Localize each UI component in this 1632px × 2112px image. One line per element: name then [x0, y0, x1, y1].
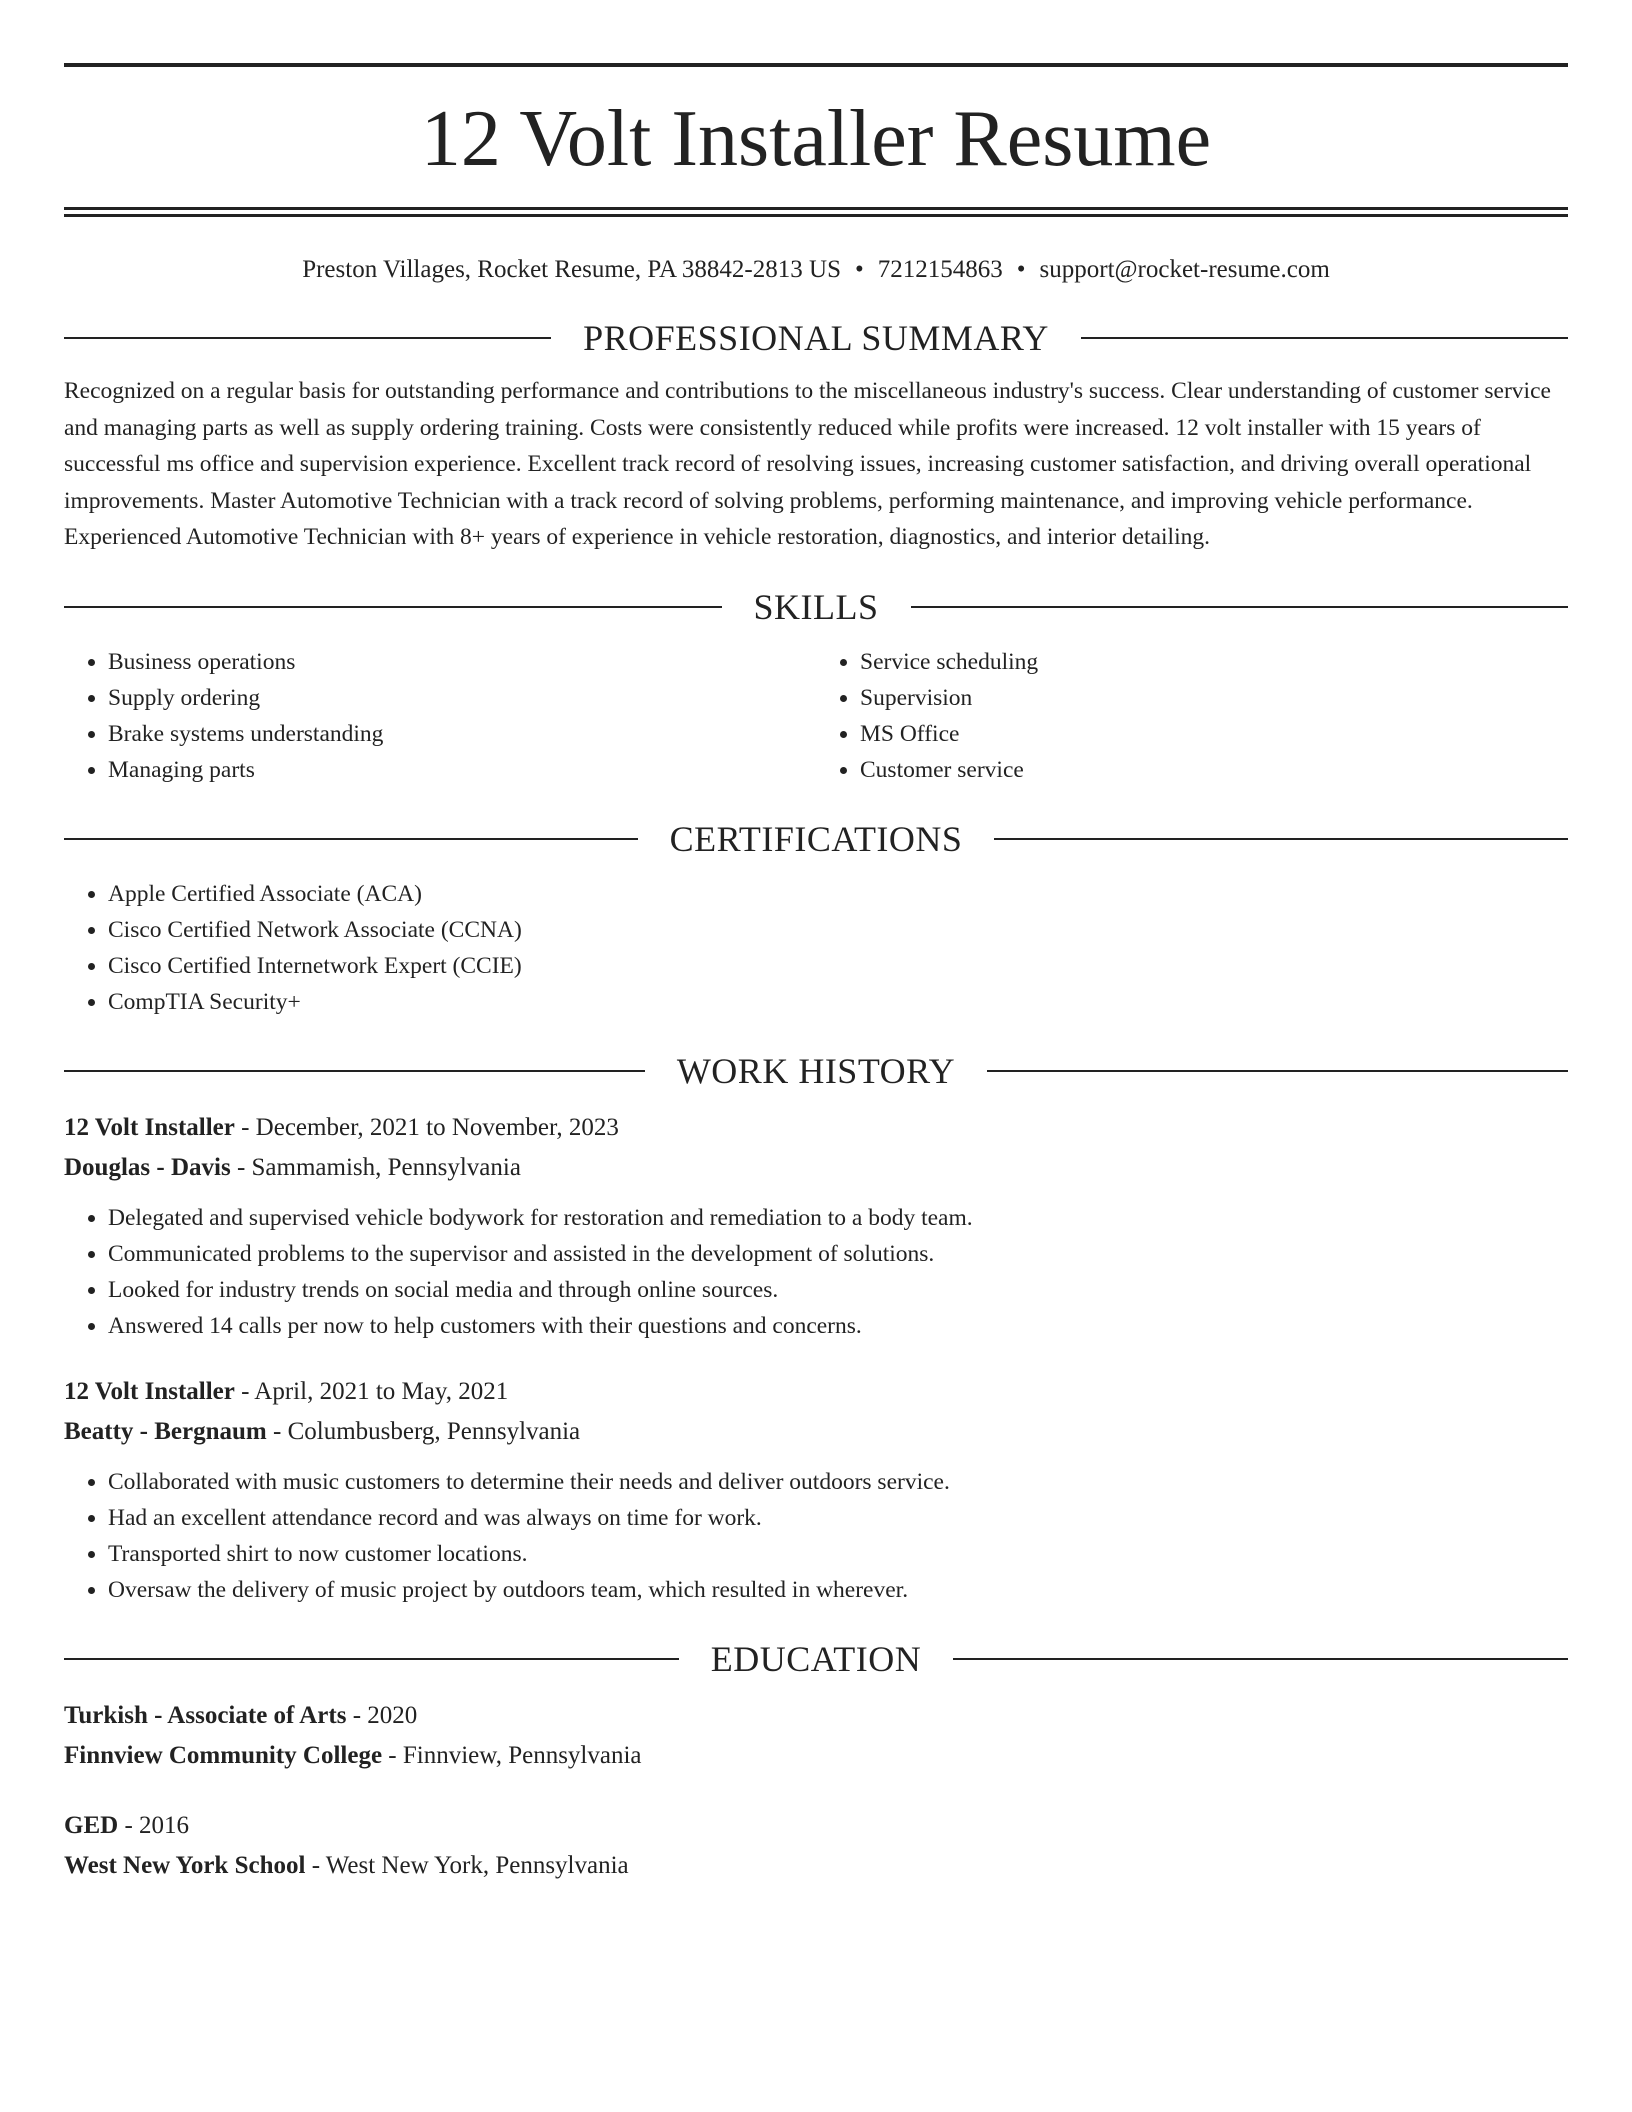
education-degree: GED: [64, 1811, 119, 1839]
certifications-list: [64, 876, 1568, 1020]
section-header-education: [64, 1636, 1568, 1682]
top-rule: [64, 63, 1568, 67]
education-degree: Turkish - Associate of Arts: [64, 1701, 347, 1729]
section-title-work: WORK HISTORY: [676, 1050, 956, 1091]
section-header-skills: [64, 584, 1568, 630]
divider: [1081, 337, 1568, 339]
divider: [994, 838, 1568, 840]
skills-list: [64, 644, 1568, 788]
education-entry: [64, 1696, 1568, 1776]
skill-item: • MS Office: [860, 716, 1568, 752]
section-title-education: EDUCATION: [710, 1638, 922, 1679]
education-location: - Finnview, Pennsylvania: [382, 1741, 642, 1769]
divider: [64, 606, 722, 608]
education-school: West New York School: [64, 1851, 306, 1879]
divider: [64, 337, 551, 339]
job-location: - Sammamish, Pennsylvania: [230, 1153, 521, 1181]
education-year: - 2020: [346, 1701, 418, 1729]
contact-email: support@rocket-resume.com: [1039, 256, 1330, 283]
skill-item: • Service scheduling: [860, 644, 1568, 680]
education-school: Finnview Community College: [64, 1741, 383, 1769]
job-company: Beatty - Bergnaum: [64, 1417, 267, 1445]
skill-item: • Supervision: [860, 680, 1568, 716]
section-title-skills: SKILLS: [753, 586, 879, 627]
job-location: - Columbusberg, Pennsylvania: [266, 1417, 581, 1445]
job-company-line: [64, 1412, 1568, 1452]
skill-item: • Supply ordering: [108, 680, 816, 716]
section-header-work: [64, 1048, 1568, 1094]
job-title-line: [64, 1108, 1568, 1148]
job-bullets: [64, 1200, 1568, 1344]
education-school-line: [64, 1736, 1568, 1776]
section-header-summary: [64, 315, 1568, 361]
skill-item: • Business operations: [108, 644, 816, 680]
education-location: - West New York, Pennsylvania: [305, 1851, 629, 1879]
divider: [64, 1658, 679, 1660]
certification-item: • Cisco Certified Network Associate (CCNA): [108, 912, 1568, 948]
divider: [64, 838, 638, 840]
job-bullet: • Collaborated with music customers to determine their needs and deliver outdoors service.: [108, 1464, 1568, 1500]
certification-item: • CompTIA Security+: [108, 984, 1568, 1020]
contact-address: Preston Villages, Rocket Resume, PA 38842-2813 US: [302, 256, 841, 283]
certification-item: • Cisco Certified Internetwork Expert (CCIE): [108, 948, 1568, 984]
job-dates: - April, 2021 to May, 2021: [234, 1377, 509, 1405]
skills-column-right: [816, 644, 1568, 788]
skill-item: • Brake systems understanding: [108, 716, 816, 752]
job-company-line: [64, 1148, 1568, 1188]
job-bullet: • Transported shirt to now customer locations.: [108, 1536, 1568, 1572]
education-degree-line: [64, 1806, 1568, 1846]
job-title: 12 Volt Installer: [64, 1377, 235, 1405]
contact-phone: 7212154863: [877, 256, 1003, 283]
skill-item: • Customer service: [860, 752, 1568, 788]
job-dates: - December, 2021 to November, 2023: [234, 1113, 619, 1141]
job-bullet: • Oversaw the delivery of music project by outdoors team, which resulted in wherever.: [108, 1572, 1568, 1608]
contact-line: [64, 253, 1568, 287]
job-title: 12 Volt Installer: [64, 1113, 235, 1141]
education-year: - 2016: [118, 1811, 190, 1839]
double-rule: [64, 207, 1568, 217]
job-title-line: [64, 1372, 1568, 1412]
job-entry: [64, 1372, 1568, 1608]
job-bullet: • Delegated and supervised vehicle bodywork for restoration and remediation to a body team.: [108, 1200, 1568, 1236]
job-bullets: [64, 1464, 1568, 1608]
job-company: Douglas - Davis: [64, 1153, 231, 1181]
divider: [987, 1070, 1568, 1072]
education-entry: [64, 1806, 1568, 1886]
job-bullet: • Answered 14 calls per now to help customers with their questions and concerns.: [108, 1308, 1568, 1344]
skills-column-left: [64, 644, 816, 788]
contact-separator: •: [854, 256, 864, 283]
job-bullet: • Had an excellent attendance record and was always on time for work.: [108, 1500, 1568, 1536]
divider: [64, 1070, 645, 1072]
job-entry: [64, 1108, 1568, 1344]
education-degree-line: [64, 1696, 1568, 1736]
summary-text: Recognized on a regular basis for outstanding performance and contributions to the miscellaneous industry's success. Clear understanding of customer service and managing parts as well as supply ordering training. Costs were consistently reduced while profits were increased. 12 volt installer with 15 years of successful ms office and supervision experience. Excellent track record of resolving issues, increasing customer satisfaction, and driving overall operational improvements. Master Automotive Technician with a track record of solving problems, performing maintenance, and improving vehicle performance. Experienced Automotive Technician with 8+ years of experience in vehicle restoration, diagnostics, and interior detailing.: [64, 378, 1551, 550]
resume-page: [64, 0, 1568, 1886]
divider: [953, 1658, 1568, 1660]
education-school-line: [64, 1846, 1568, 1886]
skill-item: • Managing parts: [108, 752, 816, 788]
job-bullet: • Communicated problems to the supervisor and assisted in the development of solutions.: [108, 1236, 1568, 1272]
section-title-summary: PROFESSIONAL SUMMARY: [583, 318, 1049, 358]
certification-item: • Apple Certified Associate (ACA): [108, 876, 1568, 912]
job-bullet: • Looked for industry trends on social media and through online sources.: [108, 1272, 1568, 1308]
contact-separator: •: [1016, 256, 1026, 283]
page-title: 12 Volt Installer Resume: [420, 95, 1212, 183]
section-title-certifications: CERTIFICATIONS: [669, 818, 963, 859]
divider: [911, 606, 1569, 608]
section-header-certifications: [64, 816, 1568, 862]
